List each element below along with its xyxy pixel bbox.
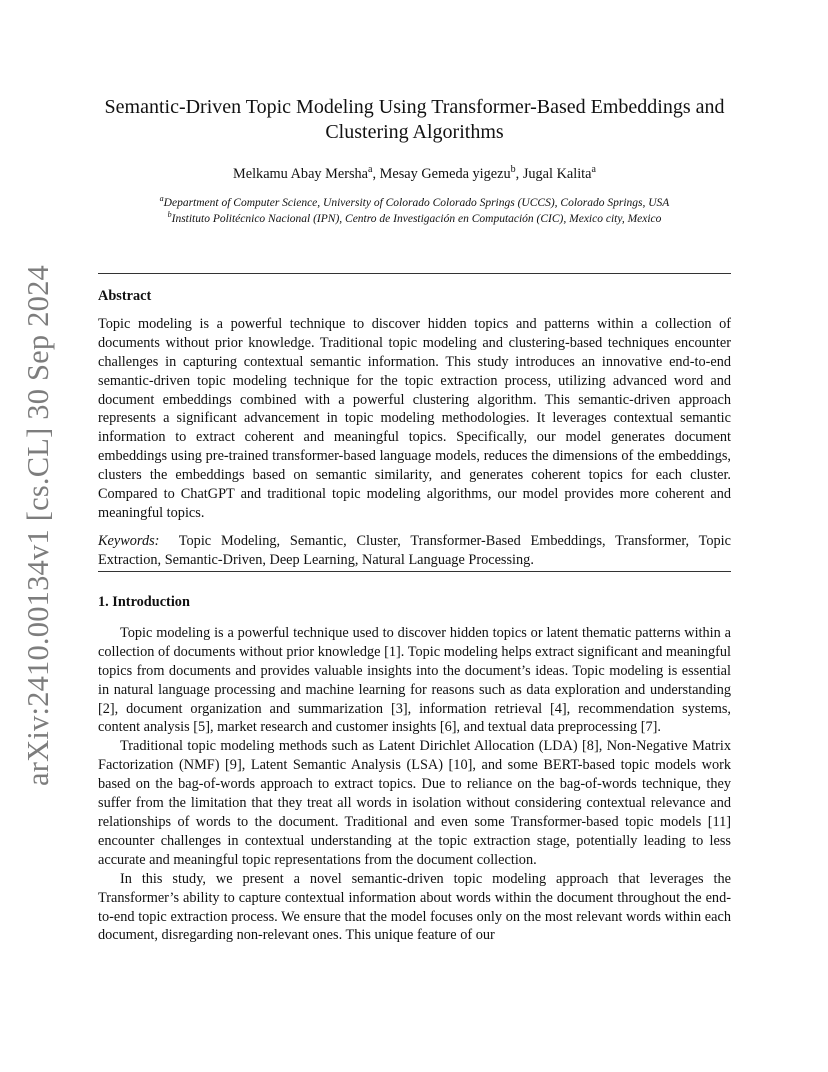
affiliation-mark: b: [167, 210, 172, 220]
author-affil-mark: b: [510, 164, 516, 176]
keywords: [98, 532, 731, 570]
affiliation-mark: a: [159, 194, 164, 204]
body-paragraph: In this study, we present a novel semantic-driven topic modeling approach that leverages the Transformer’s ability to capture contextual information about words within the document throughout the end-to-end topic extraction process. We ensure that the model focuses only on the most relevant words within each document, disregarding non-relevant ones. This unique feature of our: [98, 870, 731, 944]
abstract-top-rule: [98, 273, 731, 274]
section-heading: 1. Introduction: [98, 594, 190, 610]
affiliation-text: Instituto Politécnico Nacional (IPN), Centro de Investigación en Computación (CIC), Mexico city, Mexico: [171, 213, 662, 225]
paper-title: Semantic-Driven Topic Modeling Using Transformer-Based Embeddings and Clustering Algorithms: [104, 96, 725, 143]
abstract-heading: Abstract: [98, 288, 152, 304]
affiliation: [98, 211, 731, 227]
arxiv-identifier: arXiv:2410.00134v1 [cs.CL] 30 Sep 2024: [20, 264, 55, 786]
author-affil-mark: a: [591, 164, 596, 176]
affiliation-list: [98, 195, 731, 227]
author-list: Melkamu Abay Mersha$^a$, Mesay Gemeda yigezu$^b$, Jugal Kalita$^a$: [233, 164, 596, 182]
arxiv-sidebar: [16, 264, 60, 786]
abstract-text: Topic modeling is a powerful technique to discover hidden topics and patterns within a collection of documents without prior knowledge. Traditional topic modeling and clustering-based techniques encounter challenges in capturing contextual semantic information. This study introduces an innovative end-to-end semantic-driven topic modeling technique for the topic extraction process, utilizing advanced word and document embeddings combined with a powerful clustering algorithm. This semantic-driven approach represents a significant advancement in topic modeling methodologies. It leverages contextual semantic information to extract coherent and meaningful topics. Specifically, our model generates document embeddings using pre-trained transformer-based language models, reduces the dimensions of the embeddings, clusters the embeddings based on semantic similarity, and generates coherent topics for each cluster. Compared to ChatGPT and traditional topic modeling algorithms, our model provides more coherent and meaningful topics.: [98, 315, 731, 521]
affiliation: [98, 195, 731, 211]
body-paragraph: Traditional topic modeling methods such as Latent Dirichlet Allocation (LDA) [8], Non-Negative Matrix Factorization (NMF) [9], Latent Semantic Analysis (LSA) [10], and some BERT-based topic models work based on the bag-of-words approach to extract topics. Due to reliance on the bag-of-words technique, they suffer from the limitation that they treat all words in isolation without considering contextual relevance and relationships of words to the document. Traditional and even some Transformer-based topic models [11] encounter challenges in contextual understanding at the topic extraction stage, potentially leading to less accurate and meaningful topic representations from the document collection.: [98, 738, 731, 868]
body-paragraph: Topic modeling is a powerful technique used to discover hidden topics or latent thematic patterns within a collection of documents without prior knowledge [1]. Topic modeling helps extract significant and meaningful topics from documents and provides valuable insights into the document’s ideas. Topic modeling is essential in natural language processing and machine learning for reasons such as data exploration and understanding [2], document organization and summarization [3], information retrieval [4], recommendation systems, content analysis [5], market research and customer insights [6], and textual data preprocessing [7].: [98, 624, 731, 736]
keywords-label: Keywords:: [98, 532, 160, 549]
author-name: Melkamu Abay Mersha: [233, 166, 369, 182]
author-name: Mesay Gemeda yigezu: [379, 166, 511, 182]
author-name: Jugal Kalita: [522, 166, 592, 182]
affiliation-text: Department of Computer Science, University of Colorado Colorado Springs (UCCS), Colorado Springs, USA: [163, 197, 670, 209]
author-affil-mark: a: [368, 164, 373, 176]
abstract-bottom-rule: [98, 571, 731, 572]
keywords-text: Topic Modeling, Semantic, Cluster, Transformer-Based Embeddings, Transformer, Topic Extraction, Semantic-Driven, Deep Learning, Natural Language Processing.: [98, 532, 732, 568]
abstract-block: [98, 287, 731, 570]
introduction-section: [98, 593, 731, 945]
